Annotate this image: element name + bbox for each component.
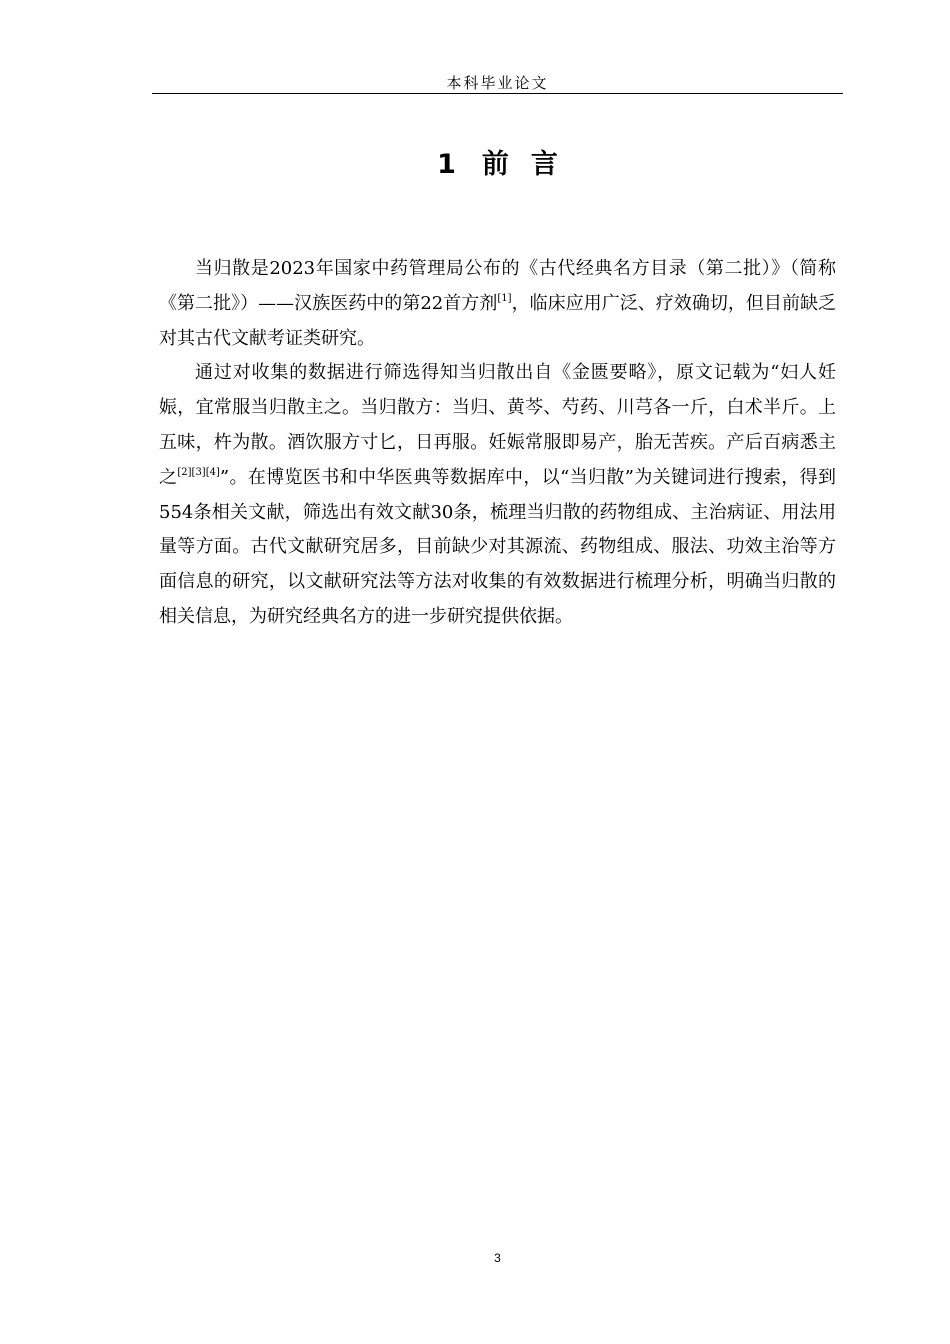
- citation: [1]: [497, 292, 512, 304]
- section-heading: [152, 142, 843, 188]
- running-header: 本科毕业论文: [446, 74, 549, 92]
- paragraph-text: 当归散是2023年国家中药管理局公布的《古代经典名方目录（第二批）》（简称《第二批》）——汉族医药中的第22首方剂: [159, 258, 836, 314]
- paragraph-2: [159, 356, 836, 634]
- section-number: 1: [437, 149, 456, 180]
- paragraph-text: 通过对收集的数据进行筛选得知当归散出自《金匮要略》，原文记载为“妇人妊娠，宜常服当归散主之。当归散方：当归、黄芩、芍药、川芎各一斤，白术半斤。上五味，杵为散。酒饮服方寸匕，日再服。妊娠常服即易产，胎无苦疾。产后百病悉主之: [159, 362, 836, 488]
- header-rule: [152, 93, 843, 94]
- section-title: 前言: [481, 149, 580, 180]
- body-text: [159, 252, 836, 635]
- paragraph-text: ”。在博览医书和中华医典等数据库中，以“当归散”为关键词进行搜索，得到554条相关文献，筛选出有效文献30条，梳理当归散的药物组成、主治病证、用法用量等方面。古代文献研究居多，目前缺少对其源流、药物组成、服法、功效主治等方面信息的研究，以文献研究法等方法对收集的有效数据进行梳理分析，明确当归散的相关信息，为研究经典名方的进一步研究提供依据。: [159, 466, 837, 627]
- paragraph-1: [159, 252, 836, 356]
- citation: [2][3][4]: [177, 466, 220, 478]
- paragraph-text: ，临床应用广泛、疗效确切，但目前缺乏对其古代文献考证类研究。: [159, 292, 837, 349]
- page-number: 3: [494, 1251, 501, 1265]
